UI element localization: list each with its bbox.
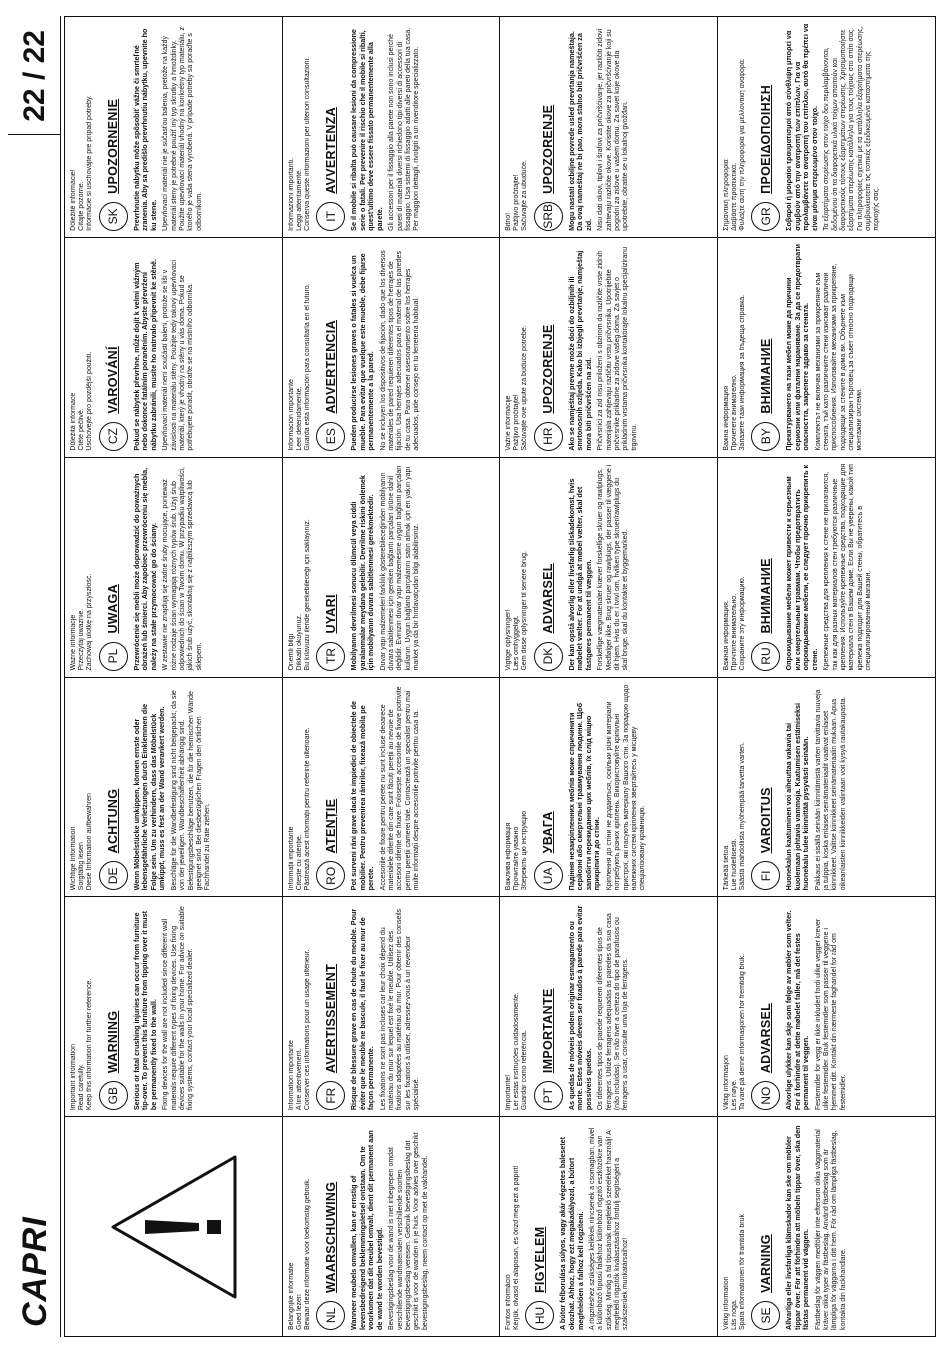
warning-section-tr (283, 457, 501, 677)
important-info-line: Čtěte pečlivě. (78, 408, 86, 451)
important-info-line: Read carefully. (78, 1064, 86, 1111)
important-info-line: Sačuvajte ove upute za buduće potrebe. (521, 325, 529, 451)
important-info-line: Запазете тази информация за бъдеща справка. (738, 294, 746, 451)
warning-title: UWAGA (106, 584, 121, 634)
important-info-line: Zachowaj ulotkę na przyszłość. (86, 573, 94, 671)
important-info (723, 23, 748, 231)
important-info-line: Čítajte pozorne. (78, 181, 86, 231)
warning-section-de (65, 677, 283, 897)
warning-bold-text: Wenn Möbelstücke umkippen, können ernste oder lebensgefährliche Verletzungen durch Einklemmen die Folge sein. Um zu verhindern, dass das Möbelstück umkippt, muss es fest an der Wand verankert werden. (131, 703, 167, 891)
warning-bold-text: Wanneer meubels omvallen, kan er ernstig of levensbedreigend beklemmingsletsel ontstaan. Om te voorkomen dat dit meubel omvalt, dient dit permanent aan de wand te worden bevestigd. (349, 1130, 384, 1330)
section-heading (99, 903, 128, 1110)
important-info-line: Conserver ces informations pour un usage ultérieur. (303, 949, 311, 1111)
important-info-line: Ważne informacje (70, 614, 77, 671)
warning-body-text: Duvar yapı malzemeleri farklılık gösterebileceğinden mobilyanın duvara sabitlenmesi için gereken bağlantı parçaları ürüne dahil değildir. Evinizin duvar yapı malzemesine uygun bağlantı parçaları kullanın. Uygun bağlantı parçalarını satın almak için en yakın yapı market ya da bir hırdavatçıdan bilgi alabilirsiniz. (379, 465, 421, 671)
important-info-line: Gem disse oplysninger til senere brug. (521, 551, 529, 671)
language-code-badge: PL (99, 642, 128, 671)
section-heading (534, 903, 563, 1110)
important-info (288, 903, 313, 1110)
important-info-line: Informații importante (287, 826, 295, 891)
language-code-badge: BY (751, 422, 780, 451)
warning-title: ВНИМАНИЕ (758, 338, 773, 414)
important-info-line: A lire attentivement. (295, 1048, 303, 1111)
section-heading (751, 23, 780, 231)
warning-body-text: Τα εξαρτήματα στερέωσης στον τοίχο δεν περιλαμβάνονται, δεδομένου ότι τα διαφορετικά υλικά τοίχων απαιτούν και διαφορετικούς τύπους εξαρτημάτων στερέωσης. Χρησιμοποιήστε εξαρτήματα στερέωσης κατάλληλα για τους τοίχους στο σπίτι σας. Για πληροφορίες σχετικά με τα κατάλληλα εξαρτήματα στερέωσης, συμβουλευτείτε τις τοπικές εξειδικευμένα καταστήματα της περιοχής σας. (823, 26, 881, 231)
section-heading (99, 244, 128, 451)
language-code-badge: HR (534, 422, 563, 451)
warning-section-cz (65, 237, 283, 457)
language-code-badge: FI (751, 861, 780, 890)
important-info (723, 464, 748, 671)
important-info (505, 244, 530, 451)
warning-bold-text: Huonekalun kaatuminen voi aiheuttaa vakavia tai kuolemaan johtavia vammoja. Kaatumisen estämiseksi huonekalu tulee kiinnittää pysyvästi seinään. (784, 702, 811, 891)
section-heading (99, 684, 128, 891)
warning-section-hr (500, 237, 718, 457)
language-code-badge: DK (534, 642, 563, 671)
section-heading (534, 23, 563, 231)
important-info-line: Uschovejte pro pozdější použití. (86, 351, 94, 451)
important-info-line: Informácie si uschovajte pre prípad potreby. (86, 95, 94, 231)
language-code-badge: DE (99, 861, 128, 890)
important-info (505, 684, 530, 891)
warning-bold-text: As quedas de móveis podem originar esmagamento ou morte. Estes móveis devem ser fixados à parede para evitar possíveis quedas. (566, 905, 593, 1111)
warning-title: UPOZORENJE (541, 324, 556, 414)
section-heading (316, 684, 345, 891)
important-info-line: Spara informationen för framtida bruk (738, 1214, 746, 1330)
section-heading (534, 244, 563, 451)
warning-body-text: Крепежные средства для крепления к стене не прилагаются, так как для разных материалов стен требуются различные крепления. Используйте крепежные средства, подходящие для материала стен в Вашем доме. Если Вы не уверены, какой тип крепежа подходит для Вашей стены, обратитесь в специализированный магазин. (823, 463, 872, 671)
header-divider (8, 134, 60, 136)
warning-body-text: W zestawie nie znajdują się żadne śruby mocujące, ponieważ różne rodzaje ścian wymagają różnych typów śrub. Użyj śrub odpowiednich do ścian w Twoim domu. W przypadku wątpliwości, jakich śrub użyć, skontaktuj się z najbliższym sprzedawcą lub sklepem. (162, 467, 203, 671)
important-info-line: Keep this information for further reference. (86, 978, 94, 1111)
warning-bold-text: Pokud se nábytek převrhne, může dojít k velmi vážným nebo dokonce fatálním poraněním. Abyste převržení nábytku zabránili, musíte ho natrvalo připevnit ke stěně. (131, 258, 158, 451)
important-info (723, 244, 748, 451)
important-info-line: Viktig information (722, 1276, 730, 1330)
warning-bold-text: Pueden producirse lesiones graves o fatales si vuelca un mueble. Para evitar que vuelque este mueble, debe fijarse permanentemente a la pared. (349, 253, 376, 451)
warning-title: IMPORTANTE (541, 988, 556, 1074)
important-info-line: Διαβάστε προσεκτικά. (730, 162, 738, 231)
section-heading (751, 1123, 780, 1330)
important-info (723, 1123, 748, 1330)
warning-title: WAARSCHUWING (323, 1181, 338, 1293)
important-info-line: Goed lezen (295, 1294, 303, 1330)
important-info-line: Citește cu atenție. (295, 834, 303, 891)
important-info (288, 1123, 313, 1330)
language-code-badge: IT (316, 202, 345, 231)
warning-section-gr (718, 17, 936, 237)
warning-body-text: Pakkaus ei sisällä seinään kiinnitämistä varten tarvittavia ruuveja ja tulppia, koska erilaiset seinämateriaalit vaativat erilaiset kiinnikkeet. Valitse kiinnikkeet seinämateriaalin mukaan. Apua oikeanlaisten kiinnikkeiden valintaan voit kysyä rautakaupasta. (814, 689, 847, 891)
warning-title: WARNING (106, 1010, 121, 1074)
language-code-badge: UA (534, 861, 563, 890)
warning-bold-text: Σοβαροί ή μοιραίοι τραυματισμοί από σύνθλιψη μπορεί να συμβούν από την ανατροπή των επίπλων. Για να προλαμβάνετε το ανατροπή του επίπλου, αυτό θα πρέπει να είναι μόνιμα στερεωμένο στον τοίχο. (784, 23, 819, 231)
important-info-line: Säästä mahdollista myöhempää tarvetta varten. (738, 742, 746, 891)
warning-body-text: Кріплення до стіни не додаються, оскільки різні матеріали потребують різних кріплень. Використовуйте кріпильні пристрої, які пасують матеріалу Вашого стін. За порадою щодо належних систем кріплення звертайтесь у місцеву спеціалізовану крамницю. (605, 684, 647, 891)
important-info-line: Diese Information aufbewahren (86, 793, 94, 891)
language-code-badge: RU (751, 642, 780, 671)
warning-title: УВАГА (541, 811, 556, 854)
warning-bold-text: Serious or fatal crushing injuries can occur from furniture tip-over. To prevent this furniture from tipping over it must be permanently fixed to the wall. (131, 911, 158, 1111)
section-heading (534, 684, 563, 891)
warning-body-text: Fixing devices for the wall are not included since different wall materials require different types of fixing devices. Use fixing devices suitable for the walls in your home. For advice on suitable fixing systems, contact your local specialized dealer. (162, 906, 195, 1111)
warning-title: ATENȚIE (323, 798, 338, 854)
language-code-badge: TR (316, 642, 345, 671)
section-heading (751, 684, 780, 891)
important-info-line: Wichtige Information (70, 826, 77, 891)
language-code-badge: HU (525, 1301, 554, 1330)
warning-section-pt (500, 896, 718, 1116)
warning-title: ADVERTENCIA (323, 320, 338, 414)
warning-bold-text: Прекатурването на тази мебел може да причини сериозни или фатални нараняване. За да се предотврати опасността, закрепете здраво за стената. (784, 243, 811, 451)
warning-bold-text: Mobilyanın devrilmesi sonucu ölümcül veya ciddi yaralanmalar meydana gelebilir. Devrilme riskini önlemek için mobilyanın duvara sabitlenmesi gerekmektedir. (349, 475, 376, 671)
warning-section-sk (65, 17, 283, 237)
warning-section-ua (500, 677, 718, 897)
warning-title: UPOZORNENIE (106, 98, 121, 194)
important-info-line: Belangrijke informatie (287, 1262, 295, 1330)
important-info-line: Fontos információ (505, 1274, 512, 1330)
important-info-line: Guarda esta información para consultarla en el futuro. (303, 283, 311, 451)
language-code-badge: SRB (534, 202, 563, 231)
warning-body-text: No se incluyen los dispositivos de fijación, dado que los diversos materiales de pared requieren diferentes tipos de herrajes de fijación. Usa herrajes adecuados para el material de las paredes de tu casa. Para obtener asesoramiento sobre los herrajes adecuados, pide consejo en tu ferretería habitual. (379, 250, 421, 451)
warning-title: ΠΡΟΕΙΔΟΠΟΙΗΣΗ (758, 84, 773, 194)
warning-section-fr (283, 896, 501, 1116)
warning-title: VAROITUS (758, 787, 773, 854)
warning-title: UPOZORENJE (541, 104, 556, 194)
important-info-line: Důležitá informace (70, 392, 77, 451)
warning-section-it (283, 17, 501, 237)
warning-section-nl (283, 1116, 501, 1336)
warning-title: FIGYELEM (532, 1226, 547, 1293)
warning-body-text: Upevňovací materiál není součástí balení, protože se liší v závislosti na materiálu stěny. Použijte tedy takový upevňovací materiál, který je vhodný na stěny u vás doma. Pokud se potřebujete poradit, obraťte se na místního odborníka. (162, 259, 195, 451)
warning-bold-text: Опрокидывание мебели может привести к серьезным или смертельным травмам. Чтобы предотвратить опрокидывание мебели, ее следует прочно прикрепить к стене. (784, 464, 819, 671)
important-info (505, 23, 530, 231)
section-heading (316, 244, 345, 451)
important-info-line: Les nøye. (730, 1079, 738, 1111)
warning-body-text: Bevestigingsbeslag voor de wand is niet inbegrepen omdat verschillende wandmaterialen verschillende soorten bevestigingsbeslag vereisen. Gebruik bevestigingsbeslag dat geschikt is voor de wanden in je huis. Voor advies over geschikt bevestigingsbeslag, neem contact op met de vakhandel. (388, 1132, 429, 1330)
important-info (505, 903, 530, 1110)
warning-bold-text: Se il mobile si ribalta può causare lesioni da compressione serie o fatali. Per prevenire il rischio che il mobile si ribalti, quest'ultimo deve essere fissato permanentemente alla parete. (349, 29, 384, 231)
language-code-badge: SK (99, 202, 128, 231)
important-info (70, 23, 95, 231)
important-info-line: Önemli bilgi (287, 633, 295, 671)
warning-pictogram-cell (65, 1116, 283, 1336)
brand-title: CAPRI (16, 1216, 54, 1327)
important-info-line: Важная информация. (722, 600, 730, 671)
important-info (723, 684, 748, 891)
warning-title: ADVARSEL (758, 1002, 773, 1074)
important-info-line: Lue huolellisesti. (730, 838, 738, 891)
warning-title: VAROVÁNÍ (106, 346, 121, 414)
important-info-line: Збережіть цю інструкцію (521, 811, 529, 891)
important-info (288, 23, 313, 231)
warning-bold-text: Risque de blessure grave en cas de chute du meuble. Pour éviter que le meuble ne bascule, il faut le fixer au mur de façon permanente. (349, 908, 376, 1111)
section-heading (751, 464, 780, 671)
important-info (505, 1123, 521, 1330)
section-heading (316, 903, 345, 1110)
warning-title: VARNING (758, 1234, 773, 1293)
important-info-line: Ler estas instruções cuidadosamente. (513, 992, 521, 1111)
important-info-line: Información importante (287, 379, 295, 451)
important-info (505, 464, 530, 671)
section-heading (316, 464, 345, 671)
warning-body-text: Os diferentes tipos de parede requerem diferentes tipos de ferragens. Utilize ferragens adequadas às paredes da sua casa (não incluídas). Se não tiver a certeza do tipo de parafusos ou ferragens a usar, consulte uma loja de ferragens. (597, 913, 630, 1111)
important-info-line: Прочтите внимательно. (730, 593, 738, 671)
important-info-line: Sačuvajte za ubuduće. (521, 160, 529, 231)
important-info-line: Важна информация (722, 385, 730, 451)
warning-bold-text: Alvorlige ulykker kan skje som følge av møbler som velter. For å forhindre at dette møbelet faller, må det festes permanent til veggen. (784, 910, 811, 1111)
important-info (723, 903, 748, 1110)
warning-body-text: Nisu dati okovi, tiplovi i šrafovi za pričvršćivanje, jer različiti zidovi zahtevaju različite okove. Koristite okove za pričvršćivanje koji su pogodni za zidove u vašem domu. Za savet koje okove da upotrebite, obratite se u lokalnoj gvožđari. (597, 28, 630, 231)
language-code-badge: NO (751, 1081, 780, 1110)
important-info-line: Importante! (505, 1074, 512, 1111)
warning-section-pl (65, 457, 283, 677)
warning-section-se (718, 1116, 936, 1336)
language-code-badge: RO (316, 861, 345, 890)
important-info-line: Viktig informasjon (722, 1055, 730, 1111)
warning-bold-text: Przewrócenie się mebli może doprowadzić do poważnych obrażeń lub śmierci. Aby zapobiec przewróceniu się mebla, należy na stałe przymocować go do ściany. (131, 467, 158, 671)
warning-triangle-icon (107, 1152, 242, 1302)
warning-bold-text: Der kan opstå alvorlig eller livsfarlig tilskadekomst, hvis møbelet vælter. For at undgå at møbel vælter, skal det fastgøres permanent til væggen. (566, 478, 593, 671)
important-info-line: Kérjük, olvasd el alaposan, és őrizd meg ezt a papírt! (513, 1165, 521, 1330)
warning-bold-text: A bútor felborulása súlyos, vagy akár végzetes balesetet okozhat. Ahhoz, hogy ezt megakadályozd, a bútort megfelelően a falhoz kell rögzíteni. (558, 1136, 585, 1330)
important-info-line: Važne informacije (505, 395, 512, 451)
important-info-line: Læs omhyggeligt. (513, 615, 521, 671)
language-code-badge: SE (751, 1301, 780, 1330)
warning-body-text: Gli accessori per il fissaggio alla parete non sono inclusi perché pareti di materiali diversi richiedono tipi diversi di accessori di fissaggio. Usa sistemi di fissaggio adatti alle pareti della tua casa. Per maggiori dettagli, rivolgiti a un rivenditore specializzato. (388, 27, 421, 231)
section-heading (751, 903, 780, 1110)
important-info-line: Прочитайте уважно (513, 826, 521, 891)
warning-title: ADVARSEL (541, 563, 556, 634)
language-code-badge: PT (534, 1081, 563, 1110)
important-info-line: Läs noga. (730, 1299, 738, 1330)
important-info-line: Przeczytaj uważnie. (78, 608, 86, 671)
important-info (288, 684, 313, 891)
important-info-line: Leer detenidamente. (295, 386, 303, 451)
important-info (70, 903, 95, 1110)
warning-section-ro (283, 677, 501, 897)
warning-body-text: Les fixations ne sont pas incluses car leur choix dépend du matériau du mur sur lequel est fixé le meuble. Utilisez des fixations adaptées au matériau du mur. Pour obtenir des conseils sur les fixations à utiliser, adressez-vous à un revendeur spécialisé. (379, 909, 421, 1111)
important-info (288, 464, 313, 671)
section-heading (534, 464, 563, 671)
warning-title: AVERTISSEMENT (323, 963, 338, 1074)
important-info-line: Sorgfältig lesen (78, 842, 86, 891)
warning-section-no (718, 896, 936, 1116)
important-info-line: Pažljivo pročitajte! (513, 174, 521, 231)
important-info-line: Păstrează acest informații pentru referințe ulterioare. (303, 727, 311, 891)
important-info-line: Vigtige oplysninger! (505, 609, 512, 671)
warning-body-text: Accesoriile de fixare pentru perete nu sunt incluse deoarece materialele diferite din care sunt făcuți pereții au nevoie de accesorii diferite de fixare. Folosește accesoriile de fixare potrivite pentru pereții camerei tale. Contactează un specialist pentru mai multe informații despre accesoriile potrivite pentru casa ta. (379, 686, 421, 891)
important-info-line: Прочетете внимателно. (730, 374, 738, 451)
section-heading (99, 23, 128, 231)
important-info (288, 244, 313, 451)
important-info (70, 464, 95, 671)
important-info (70, 684, 95, 891)
warning-section-fi (718, 677, 936, 897)
language-code-badge: FR (316, 1081, 345, 1110)
warning-title: ACHTUNG (106, 788, 121, 854)
warning-body-text: A rögzítéshez szükséges kellékek nincsenek a csomagban, mivel a különböző típusú falakhoz különböző rögzítő eszközökre van szükség. Mindig a fal típusának megfelelő szereléket használj! A megfelelő rögzítők kiválasztásához fordulj segítségért a szakszerűek munkatársaihoz! (589, 1127, 630, 1330)
page-header (8, 16, 61, 1337)
important-info-line: Dôležité informácie! (70, 169, 77, 231)
warning-section-by (718, 237, 936, 457)
warning-bold-text: Prevrhnutie nábytku môže spôsobiť vážne či smrteľné zranenia. Aby sa predišlo prevrhnutiu nábytku, upevnite ho ku stene. (131, 28, 158, 231)
warning-title: UYARI (323, 594, 338, 634)
section-heading (99, 464, 128, 671)
important-info-line: Σημαντική πληροφορία (722, 159, 730, 231)
important-info-line: Information importante (287, 1040, 295, 1111)
page-number: 22 / 22 (18, 30, 51, 122)
warning-section-ru (718, 457, 936, 677)
warning-title: ВНИМАНИЕ (758, 558, 773, 634)
important-info-line: Leggi attentamente. (295, 168, 303, 231)
important-info-line: Ta vare på denne informasjonen for fremtidig bruk. (738, 953, 746, 1111)
warning-body-text: Beschläge für die Wandbefestigung sind nicht beigepackt, da sie von der jeweiligen. Wandbeschaffenheit abhängig sind. Befestigungsbeschläge benutzen, die für die heimischen Wände geeignet sind. Bei diesbezüglichen Fragen den örtlichen Fachhandel zu Rate ziehen. (170, 690, 212, 891)
important-info-line: Informazioni importanti. (287, 158, 295, 231)
warning-title: AVVERTENZA (323, 107, 338, 194)
important-info-line: Сохраните эту информацию. (738, 576, 746, 671)
important-info-line: Pažljivo pročitajte! (513, 394, 521, 451)
important-info-line: Bu kılavuzu ileride gerekebileceği için saklayınız. (303, 519, 311, 671)
warning-body-text: Fästbeslag för väggen medföljer inte eftersom olika väggmaterial kräver olika typer av fästbeslag. Använd fästbeslag som är lämpliga för väggarna i ditt hem. För råd om lämpliga fästbeslag, kontakta din fackhandlare. (814, 1129, 847, 1330)
important-info-line: Important information (70, 1044, 77, 1111)
warning-body-text: Комплектът не включва механизми за прикрепяне към стената, тъй като различните стени изискват различни приспособления. Използвайте механизми за прикрепяне, подходящи за стените в дома ви. Обърнете към специализиран търговец за съвет относно подходящи монтажни системи. (814, 263, 864, 451)
warning-section-hu (500, 1116, 718, 1336)
warning-bold-text: Pot surveni răni grave dacă te impiedici de obiectele de mobilier. Pentru prevenirea rănirilor, fixează mobila pe perete. (349, 701, 376, 891)
important-info-line: Dikkatli okuyunuz. (295, 614, 303, 671)
warning-section-dk (500, 457, 718, 677)
important-info-line: Bitno! (505, 212, 512, 231)
language-code-badge: GR (751, 202, 780, 231)
important-info-line: Conserva queste informazioni per ulteriori consultazioni. (303, 56, 311, 231)
warning-section-srb (500, 17, 718, 237)
language-code-badge: ES (316, 422, 345, 451)
warning-body-text: Upevňovací materiál nie je súčasťou balenia, pretože na každý materiál steny je potrebné použiť iný typ skrutky a hmoždinky. Použite upevňovací materiál vhodný na konkrétny typ materiálu, z ktorého je vaša stena vyrobená. V prípade potreby sa poraďte s odborníkom. (162, 26, 203, 231)
warning-bold-text: Падіння незакріпленних меблів може спричинити серйозні або смертельні травмування людини. Щоб запобігти перекиданню цих меблів, їх слід міцно прикріпити до стіни. (566, 702, 602, 891)
warning-bold-text: Ako se namještaj prevrne može doći do ozbiljnih ili smrtonosnih ozljeda. Kako bi izbjegli prevrtanje, namještaj mora biti pričvršćen na zid. (566, 250, 593, 451)
important-info-line: Guardar como referência. (521, 1030, 529, 1111)
language-code-badge: GB (99, 1081, 128, 1110)
language-code-badge: NL (316, 1301, 345, 1330)
section-heading (751, 244, 780, 451)
section-heading (316, 23, 345, 231)
important-info-line: Φυλάξτε αυτή την πληροφορία για μελλοντική αναφορά. (738, 58, 746, 231)
section-heading (316, 1123, 345, 1330)
important-info-line: Важлива інформація (505, 822, 512, 891)
language-code-badge: CZ (99, 422, 128, 451)
warning-section-gb (65, 896, 283, 1116)
important-info (70, 244, 95, 451)
important-info-line: Bewaar deze informatie voor toekomstig gebruik. (303, 1178, 311, 1330)
section-heading (525, 1123, 554, 1330)
warning-bold-text: Mogu nastati ozbiljne povrede usled prevrtanja nameštaja. Da ovaj nameštaj ne bi pao, mora stalno biti pričvršćen za zid. (566, 31, 593, 231)
important-info-line: Tärkeää tietoa (722, 845, 730, 891)
warning-body-text: Forskellige vægmaterialer kræver forskellige skruer og rawlplugs. Medfølger ikke. Brug skruer og rawlplugs, der passer til væggene i dit hjem. Hvis du er i tvivl om, hvilken type skruer/rawlplugs du skal bruge, skal du kontakte et byggemarked. (597, 464, 630, 671)
warning-section-es (283, 237, 501, 457)
warning-bold-text: Allvarliga eller livsfarliga klämskador kan ske om möbler tippar över. För att förhindra att möbeln tippar över, ska den fästas permanent vid väggen. (784, 1125, 811, 1330)
warning-body-text: Pričvrsnici za zid nisu priloženi s obzirom da različite vrste zidnih materijala zahtjevaju različitu vrstu pričvrsnika. Upotrijebite pričvrsnike prikladne za zidove vašeg doma. Za savjet o prikladnim vrstama pričvrsnika kontaktirajte lokalnu specijaliziranu trgovinu. (597, 246, 638, 451)
warning-body-text: Festemidler for vegg er ikke inkludert fordi ulike vegger krever ulike festemidler. Bruk festemidler som passer til veggene i hjemmet ditt. Kontakt din nærmeste faghandel for råd om festemidler. (814, 918, 847, 1111)
warnings-grid (64, 16, 936, 1337)
